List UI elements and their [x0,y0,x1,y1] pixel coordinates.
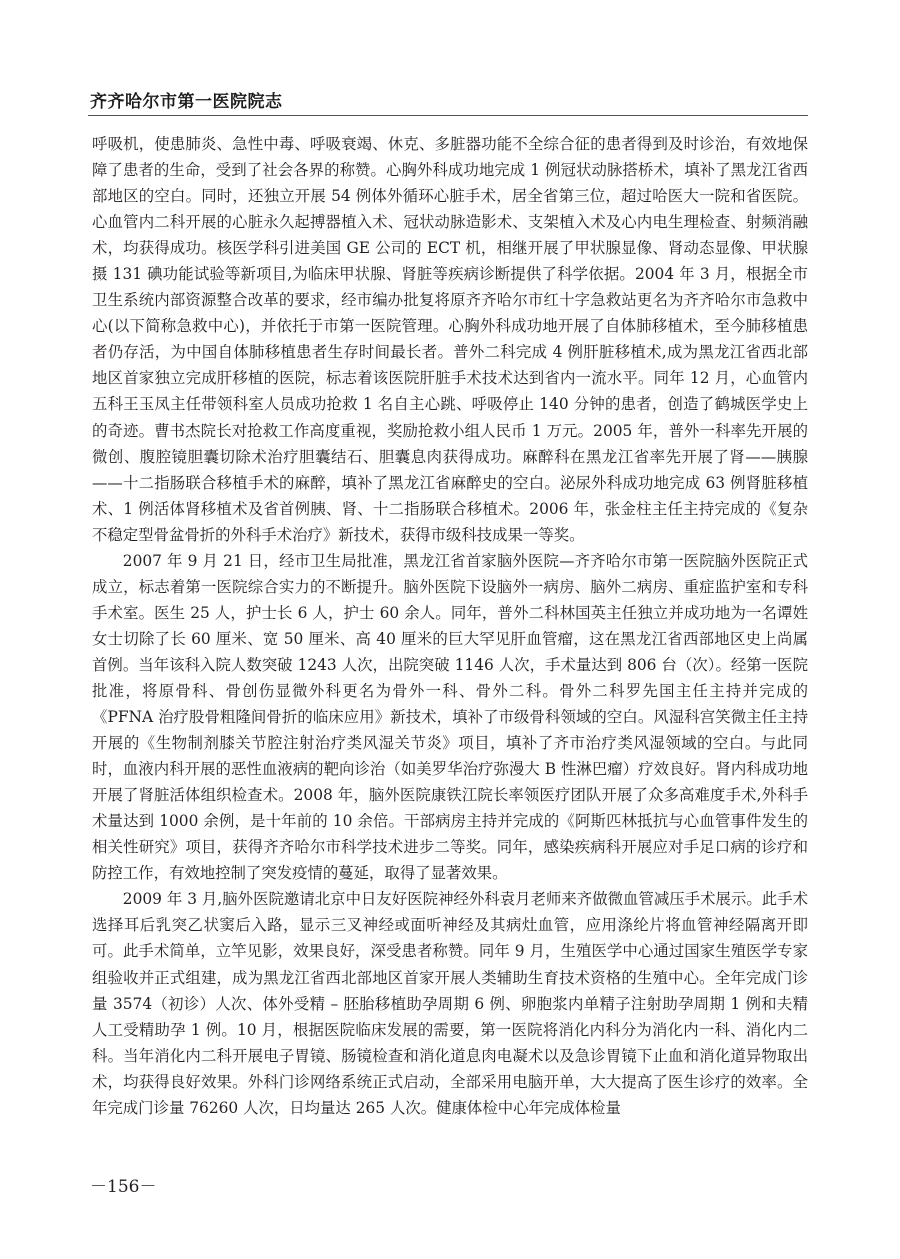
header-divider [88,115,808,116]
paragraph: 2009 年 3 月,脑外医院邀请北京中日友好医院神经外科袁月老师来齐做微血管减压手术展示。此手术选择耳后乳突乙状窦后入路，显示三叉神经或面听神经及其病灶血管，应用涤纶片将血管神经隔离开即可。此手术简单，立竿见影，效果良好，深受患者称赞。同年 9 月，生殖医学中心通过国家生殖医学专家组验收并正式组建，成为黑龙江省西北部地区首家开展人类辅助生育技术资格的生殖中心。全年完成门诊量 3574（初诊）人次、体外受精 – 胚胎移植助孕周期 6 例、卵胞浆内单精子注射助孕周期 1 例和夫精人工受精助孕 1 例。10 月，根据医院临床发展的需要，第一医院将消化内科分为消化内一科、消化内二科。当年消化内二科开展电子胃镜、肠镜检查和消化道息肉电凝术以及急诊胃镜下止血和消化道异物取出术，均获得良好效果。外科门诊网络系统正式启动，全部采用电脑开单，大大提高了医生诊疗的效率。全年完成门诊量 76260 人次，日均量达 265 人次。健康体检中心年完成体检量 [92,890,808,1117]
paragraph: 呼吸机，使患肺炎、急性中毒、呼吸衰竭、休克、多脏器功能不全综合征的患者得到及时诊治，有效地保障了患者的生命，受到了社会各界的称赞。心胸外科成功地完成 1 例冠状动脉搭桥术，填补了黑龙江省西部地区的空白。同时，还独立开展 54 例体外循环心脏手术，居全省第三位，超过哈医大一院和省医院。心血管内二科开展的心脏永久起搏器植入术、冠状动脉造影术、支架植入术及心内电生理检查、射频消融术，均获得成功。核医学科引进美国 GE 公司的 ECT 机，相继开展了甲状腺显像、肾动态显像、甲状腺摄 131 碘功能试验等新项目,为临床甲状腺、肾脏等疾病诊断提供了科学依据。2004 年 3 月，根据全市卫生系统内部资源整合改革的要求，经市编办批复将原齐齐哈尔市红十字急救站更名为齐齐哈尔市急救中心(以下简称急救中心)，并依托于市第一医院管理。心胸外科成功地开展了自体肺移植术，至今肺移植患者仍存活，为中国自体肺移植患者生存时间最长者。普外二科完成 4 例肝脏移植术,成为黑龙江省西北部地区首家独立完成肝移植的医院，标志着该医院肝脏手术技术达到省内一流水平。同年 12 月，心血管内五科王玉凤主任带领科室人员成功抢救 1 名自主心跳、呼吸停止 140 分钟的患者，创造了鹤城医学史上的奇迹。曹书杰院长对抢救工作高度重视，奖励抢救小组人民币 1 万元。2005 年，普外一科率先开展的微创、腹腔镜胆囊切除术治疗胆囊结石、胆囊息肉获得成功。麻醉科在黑龙江省率先开展了肾——胰腺——十二指肠联合移植手术的麻醉，填补了黑龙江省麻醉史的空白。泌尿外科成功地完成 63 例肾脏移植术、1 例活体肾移植术及省首例胰、肾、十二指肠联合移植术。2006 年，张金柱主任主持完成的《复杂不稳定型骨盆骨折的外科手术治疗》新技术，获得市级科技成果一等奖。 [92,135,808,544]
running-header-title: 齐齐哈尔市第一医院院志 [90,92,283,112]
paragraph: 2007 年 9 月 21 日，经市卫生局批准，黑龙江省首家脑外医院—齐齐哈尔市第一医院脑外医院正式成立，标志着第一医院综合实力的不断提升。脑外医院下设脑外一病房、脑外二病房、重症监护室和专科手术室。医生 25 人，护士长 6 人，护士 60 余人。同年，普外二科林国英主任独立并成功地为一名谭姓女士切除了长 60 厘米、宽 50 厘米、高 40 厘米的巨大罕见肝血管瘤，这在黑龙江省西部地区史上尚属首例。当年该科入院人数突破 1243 人次，出院突破 1146 人次，手术量达到 806 台（次）。经第一医院批准，将原骨科、骨创伤显微外科更名为骨外一科、骨外二科。骨外二科罗先国主任主持并完成的《PFNA 治疗股骨粗隆间骨折的临床应用》新技术，填补了市级骨科领域的空白。风湿科宫笑微主任主持开展的《生物制剂膝关节腔注射治疗类风湿关节炎》项目，填补了齐市治疗类风湿领域的空白。与此同时，血液内科开展的恶性血液病的靶向诊治（如美罗华治疗弥漫大 B 性淋巴瘤）疗效良好。肾内科成功地开展了肾脏活体组织检查术。2008 年，脑外医院康铁江院长率领医疗团队开展了众多高难度手术,外科手术量达到 1000 余例，是十年前的 10 余倍。干部病房主持并完成的《阿斯匹林抵抗与心血管事件发生的相关性研究》项目，获得齐齐哈尔市科学技术进步二等奖。同年，感染疾病科开展应对手足口病的诊疗和防控工作，有效地控制了突发疫情的蔓延，取得了显著效果。 [92,551,808,883]
body-text [92,131,808,1121]
page-number: －156－ [90,1177,157,1197]
